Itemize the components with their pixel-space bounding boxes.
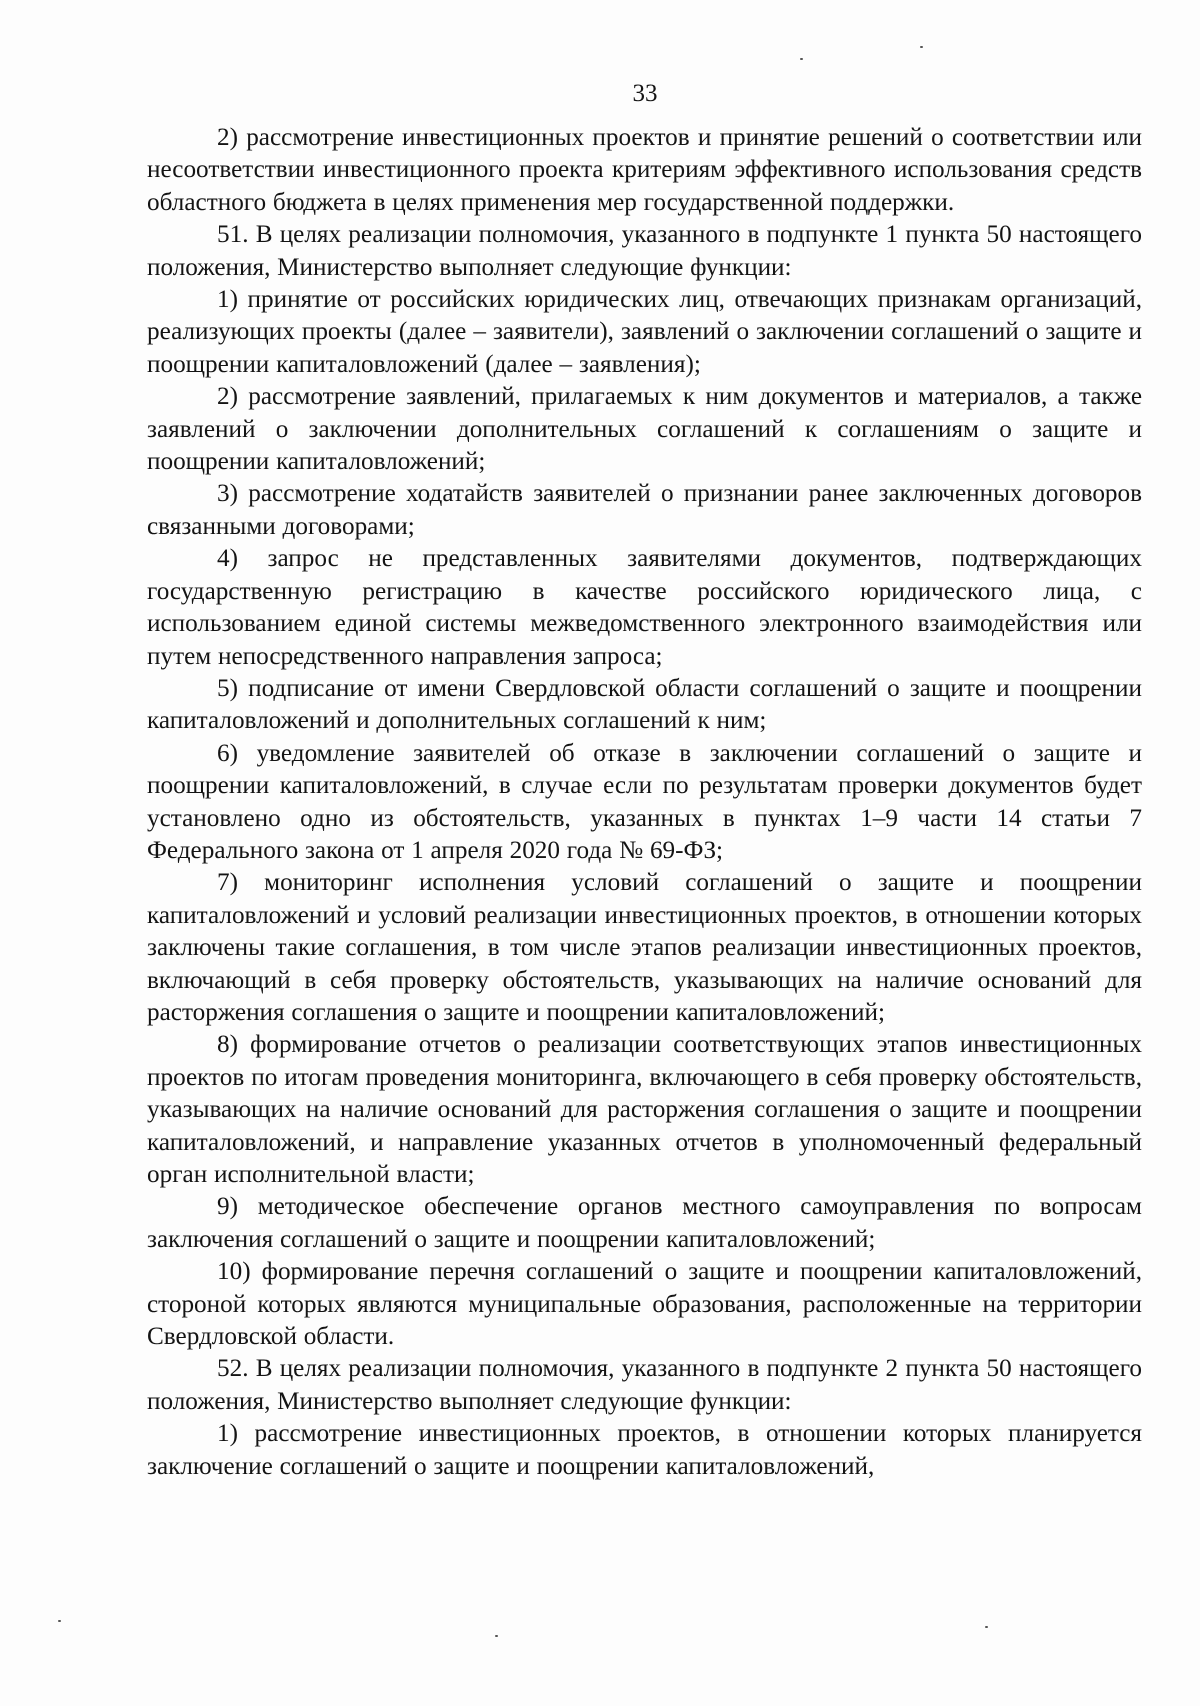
- paragraph: 10) формирование перечня соглашений о защите и поощрении капиталовложений, стороной которых являются муниципальные образования, расположенные на территории Свердловской области.: [147, 1258, 1142, 1351]
- paragraph: 7) мониторинг исполнения условий соглашений о защите и поощрении капиталовложений и условий реализации инвестиционных проектов, в отношении которых заключены такие соглашения, в том числе этапов реализации инвестиционных проектов, включающий в себя проверку обстоятельств, указывающих на наличие оснований для расторжения соглашения о защите и поощрении капиталовложений;: [147, 869, 1142, 1026]
- paragraph: 9) методическое обеспечение органов местного самоуправления по вопросам заключения соглашений о защите и поощрении капиталовложений;: [147, 1193, 1142, 1253]
- scan-speck: [985, 1626, 988, 1628]
- paragraph: 2) рассмотрение заявлений, прилагаемых к ним документов и материалов, а также заявлений о заключении дополнительных соглашений к соглашениям о защите и поощрении капиталовложений;: [147, 383, 1142, 476]
- paragraph: 6) уведомление заявителей об отказе в заключении соглашений о защите и поощрении капиталовложений, в случае если по результатам проверки документов будет установлено одно из обстоятельств, указанных в пунктах 1–9 части 14 статьи 7 Федерального закона от 1 апреля 2020 года № 69-ФЗ;: [147, 739, 1142, 864]
- page-number: 33: [632, 80, 658, 107]
- paragraph: 2) рассмотрение инвестиционных проектов и принятие решений о соответствии или несоответствии инвестиционного проекта критериям эффективного использования средств областного бюджета в целях применения мер государственной поддержки.: [147, 124, 1142, 216]
- paragraph: 8) формирование отчетов о реализации соответствующих этапов инвестиционных проектов по итогам проведения мониторинга, включающего в себя проверку обстоятельств, указывающих на наличие оснований для расторжения соглашения о защите и поощрении капиталовложений, и направление указанных отчетов в уполномоченный федеральный орган исполнительной власти;: [147, 1031, 1142, 1188]
- paragraph: 5) подписание от имени Свердловской области соглашений о защите и поощрении капиталовложений и дополнительных соглашений к ним;: [147, 674, 1142, 735]
- paragraph: 1) принятие от российских юридических лиц, отвечающих признакам организаций, реализующих проекты (далее – заявители), заявлений о заключении соглашений о защите и поощрении капиталовложений (далее – заявления);: [147, 286, 1142, 378]
- paragraph: 3) рассмотрение ходатайств заявителей о признании ранее заключенных договоров связанными договорами;: [147, 480, 1142, 540]
- paragraph: 4) запрос не представленных заявителями документов, подтверждающих государственную регистрацию в качестве российского юридического лица, с использованием единой системы межведомственного электронного взаимодействия или путем непосредственного направления запроса;: [147, 545, 1142, 670]
- paragraph: 1) рассмотрение инвестиционных проектов, в отношении которых планируется заключение соглашений о защите и поощрении капиталовложений,: [147, 1420, 1142, 1480]
- paragraph: 52. В целях реализации полномочия, указанного в подпункте 2 пункта 50 настоящего положения, Министерство выполняет следующие функции:: [147, 1355, 1142, 1415]
- scan-speck: [58, 1620, 61, 1622]
- paragraph: 51. В целях реализации полномочия, указанного в подпункте 1 пункта 50 настоящего положения, Министерство выполняет следующие функции:: [147, 221, 1142, 281]
- document-body: [147, 122, 1142, 1483]
- scan-speck: [800, 58, 803, 60]
- scan-speck: [495, 1635, 498, 1637]
- scan-speck: [920, 46, 923, 48]
